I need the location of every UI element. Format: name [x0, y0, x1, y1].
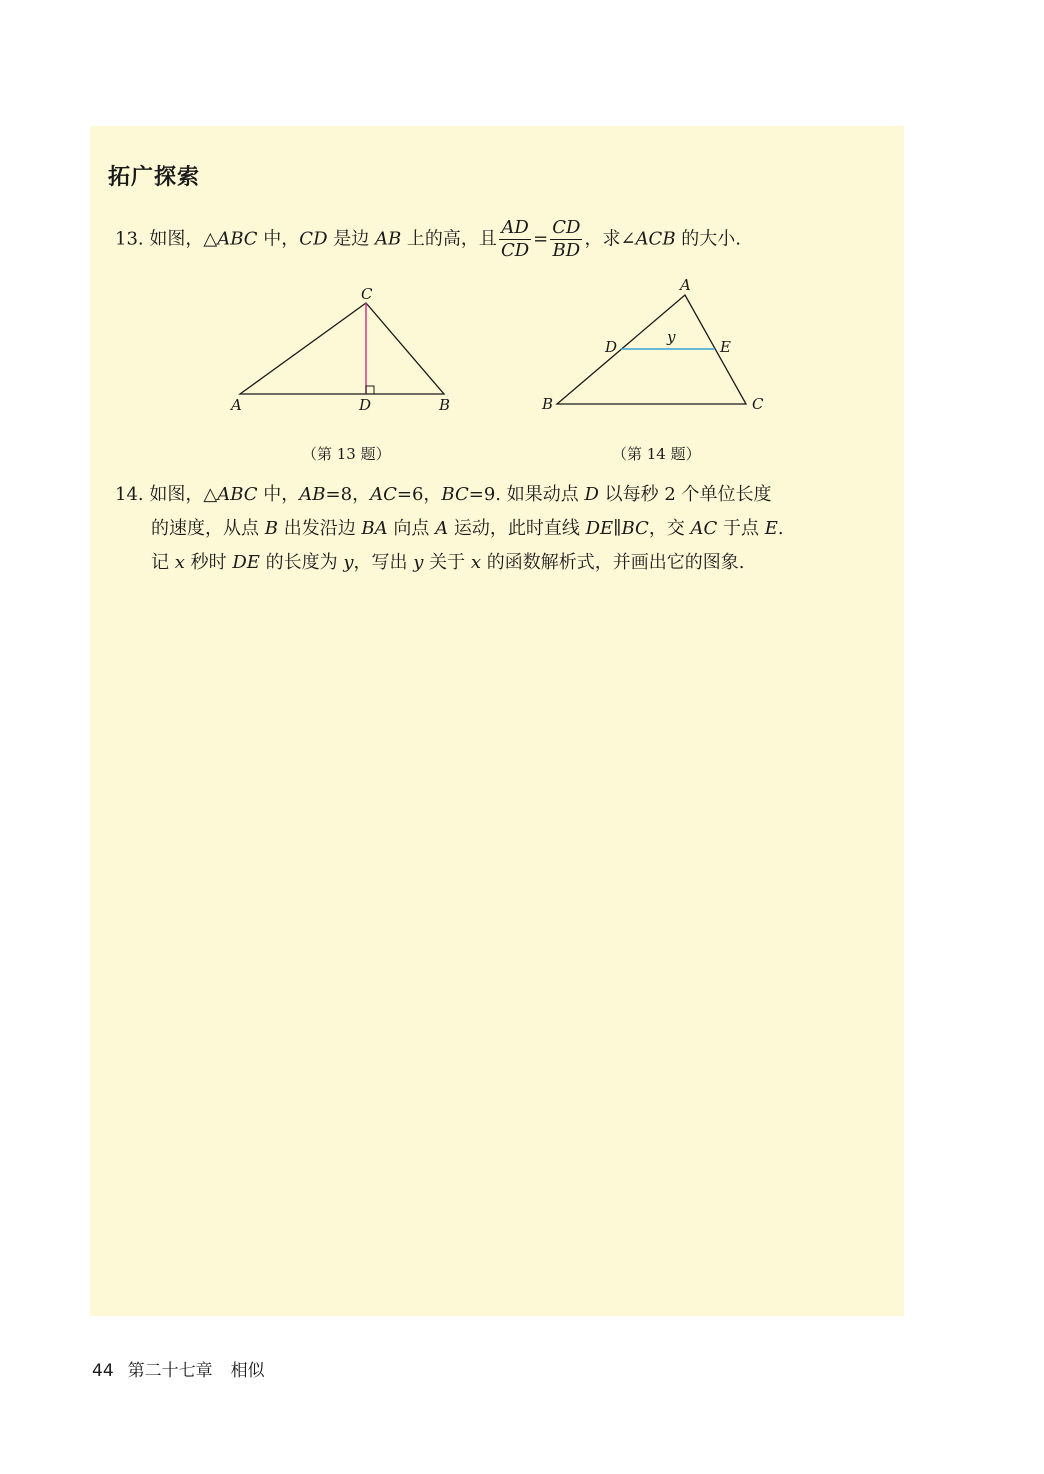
- triangle-abc: [240, 303, 444, 394]
- label-b: B: [542, 395, 554, 413]
- section-title: 拓广探索: [108, 165, 201, 190]
- chapter-label: 第二十七章: [127, 1361, 213, 1381]
- caption-14: （第 14 题）: [612, 445, 701, 463]
- problem-14: [115, 478, 890, 580]
- problem-14-line-3: 记 x 秒时 DE 的长度为 y，写出 y 关于 x 的函数解析式，并画出它的图象.: [151, 552, 745, 573]
- label-b: B: [439, 396, 451, 414]
- figure-14: [535, 272, 775, 420]
- figure-13: [225, 280, 465, 420]
- label-a: A: [680, 276, 691, 294]
- label-d: D: [359, 396, 372, 414]
- page-footer: [92, 1356, 265, 1381]
- problem-14-line-2: 的速度，从点 B 出发沿边 BA 向点 A 运动，此时直线 DE∥BC，交 AC 于点 E.: [151, 518, 784, 539]
- problem-13: 13. 如图，△ABC 中，CD 是边 AB 上的高，且 $\frac{AD}{CD}$ = $\frac{CD}{BD}$ ，求∠ACB 的大小.: [115, 217, 742, 261]
- label-c: C: [752, 395, 764, 413]
- exercise-panel: [90, 126, 904, 1316]
- caption-13: （第 13 题）: [302, 445, 391, 463]
- label-y: y: [667, 328, 676, 346]
- chapter-title: 相似: [230, 1361, 265, 1381]
- label-c: C: [361, 285, 373, 303]
- label-e: E: [720, 338, 731, 356]
- problem-number: 14.: [115, 484, 144, 505]
- problem-14-line-1: 14. 如图，△ABC 中，AB=8，AC=6，BC=9. 如果动点 D 以每秒 2 个单位长度: [115, 484, 772, 505]
- page-number: 44: [92, 1361, 114, 1381]
- problem-number: 13.: [115, 228, 144, 250]
- right-angle-mark: [366, 386, 374, 394]
- label-d: D: [605, 338, 618, 356]
- label-a: A: [231, 396, 242, 414]
- fraction-cd-bd: $\frac{CD}{BD}$: [552, 217, 581, 261]
- fraction-ad-cd: $\frac{AD}{CD}$: [500, 217, 530, 261]
